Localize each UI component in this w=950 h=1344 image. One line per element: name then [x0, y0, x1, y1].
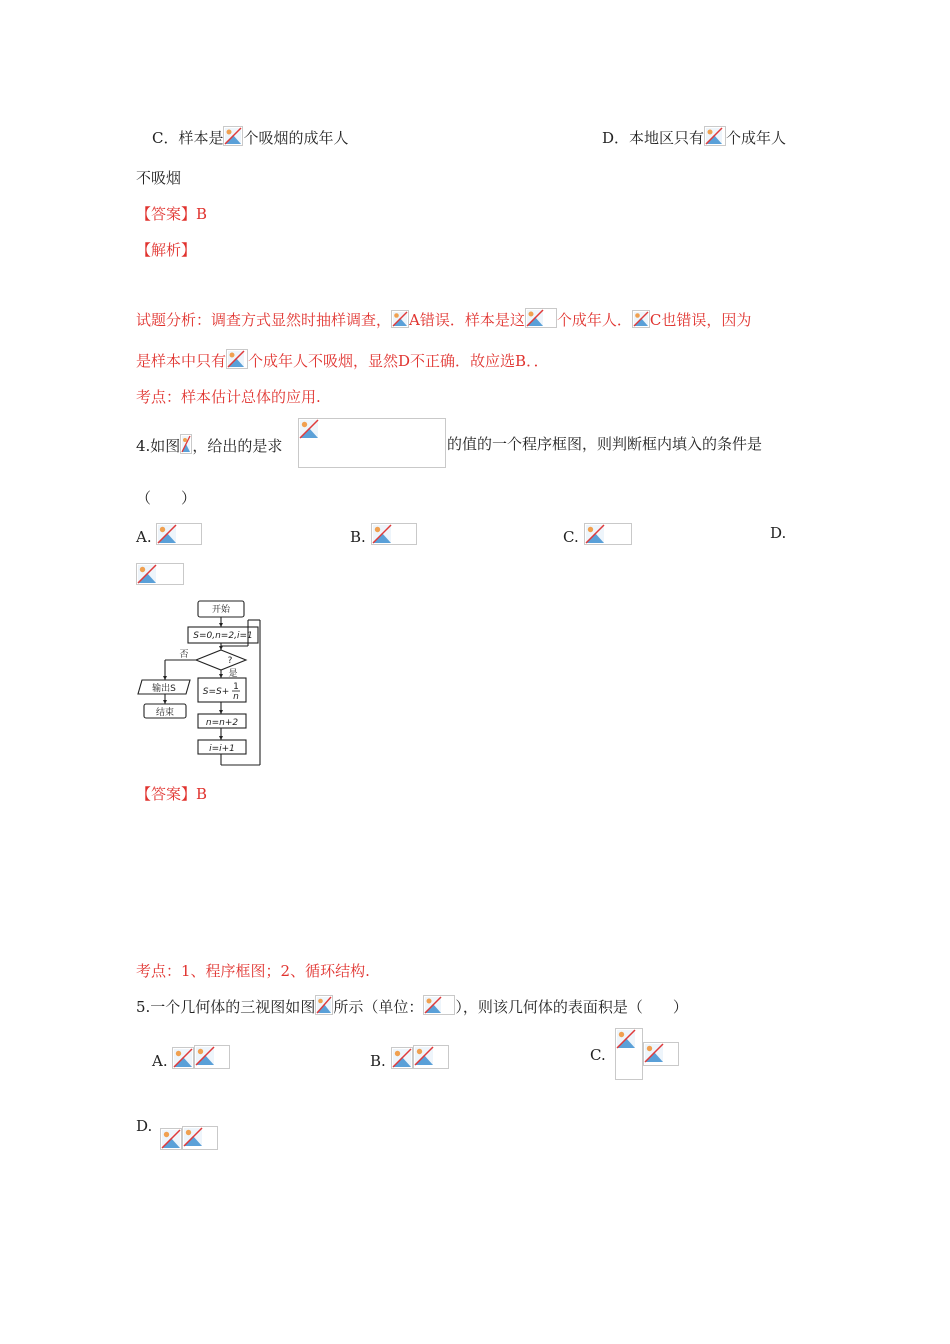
analysis-text: 是样本中只有: [136, 352, 227, 370]
question-text: ，给出的是求: [192, 437, 283, 455]
analysis-text: A错误．样本是这: [409, 311, 525, 329]
broken-image-icon: [615, 1028, 643, 1080]
option-label: A.: [152, 1052, 168, 1070]
broken-image-icon: [584, 523, 632, 545]
broken-image-icon: [413, 1045, 449, 1069]
broken-image-icon: [391, 1047, 413, 1069]
broken-image-icon: [315, 995, 333, 1015]
q5-option-b: [370, 1045, 449, 1071]
flow-assign-i-text: i=i+1: [209, 744, 235, 754]
broken-image-icon: [180, 434, 192, 454]
question-text: 5.一个几何体的三视图如图: [136, 998, 316, 1016]
flow-assign-n-text: n=n+2: [205, 718, 239, 728]
q5-option-d-images: [160, 1126, 218, 1152]
question-text: ），则该几何体的表面积是（ ）: [455, 998, 688, 1016]
broken-image-icon: [371, 523, 417, 545]
question-text: 的值的一个程序框图，则判断框内填入的条件是: [447, 435, 763, 453]
broken-image-icon: [704, 126, 726, 146]
q5-option-c-label: C.: [590, 1046, 606, 1064]
option-c-text: 个吸烟的成年人: [243, 129, 349, 147]
flow-end-text: 结束: [155, 708, 175, 718]
flowchart: [136, 598, 264, 770]
option-label: B.: [350, 528, 366, 546]
option-label: B.: [370, 1052, 386, 1070]
flow-frac-den: n: [233, 692, 239, 702]
option-c: [152, 126, 349, 148]
analysis-line-1: [136, 308, 751, 330]
q4-option-d-label: D.: [770, 524, 787, 542]
answer-q3: 【答案】B: [136, 205, 208, 223]
broken-image-icon: [643, 1042, 679, 1066]
broken-image-icon: [391, 310, 409, 328]
broken-image-icon: [525, 308, 557, 328]
option-label: C.: [563, 528, 579, 546]
flow-frac-num: 1: [233, 682, 239, 692]
option-d: [602, 126, 786, 148]
flow-init-text: S=0,n=2,i=1: [193, 631, 253, 641]
kaodian-q4: 考点：1、程序框图；2、循环结构.: [136, 962, 370, 980]
flow-yes-text: 是: [228, 669, 238, 679]
answer-q4: 【答案】B: [136, 785, 208, 803]
analysis-label: 【解析】: [136, 241, 197, 259]
flow-output-text: 输出S: [152, 684, 176, 694]
kaodian-q3: 考点：样本估计总体的应用.: [136, 388, 321, 406]
option-d-continuation: 不吸烟: [136, 169, 182, 187]
flow-cond-text: ?: [227, 656, 233, 666]
option-c-label: C．样本是: [152, 129, 224, 147]
q4-option-c: [563, 523, 632, 547]
flow-assign-s-text: S=S+: [202, 687, 230, 697]
q4-option-a: [136, 523, 202, 547]
broken-image-icon: [632, 310, 650, 328]
option-label: A.: [136, 528, 152, 546]
broken-image-icon: [223, 126, 243, 146]
option-d-text: 个成年人: [726, 129, 787, 147]
broken-image-icon: [156, 523, 202, 545]
q5-option-a: [152, 1045, 230, 1071]
q4-option-b: [350, 523, 417, 547]
broken-image-icon: [182, 1126, 218, 1150]
flow-no-text: 否: [179, 650, 189, 660]
analysis-text: C也错误，因为: [649, 311, 752, 329]
question-text: 4.如图: [136, 437, 181, 455]
broken-image-icon: [160, 1128, 182, 1150]
question-5-stem: [136, 995, 688, 1017]
analysis-text: 个成年人不吸烟，显然D不正确．故应选B．．: [248, 352, 549, 370]
condition-diamond: [196, 650, 246, 670]
answer-bracket: （ ）: [136, 489, 197, 507]
broken-image-icon: [172, 1047, 194, 1069]
analysis-line-2: [136, 349, 549, 371]
broken-image-icon: [226, 349, 248, 369]
question-4-stem: [136, 434, 282, 456]
option-d-label: D．本地区只有: [602, 129, 705, 147]
broken-image-icon: [423, 995, 455, 1015]
q5-option-d-label: D.: [136, 1117, 153, 1135]
question-text: 所示（单位：: [333, 998, 424, 1016]
broken-image-icon: [136, 563, 184, 585]
analysis-text: 个成年人．: [556, 311, 632, 329]
broken-image-icon: [298, 418, 446, 468]
analysis-text: 试题分析：调查方式显然时抽样调查，: [136, 311, 392, 329]
broken-image-icon: [194, 1045, 230, 1069]
flow-start-text: 开始: [211, 605, 231, 615]
